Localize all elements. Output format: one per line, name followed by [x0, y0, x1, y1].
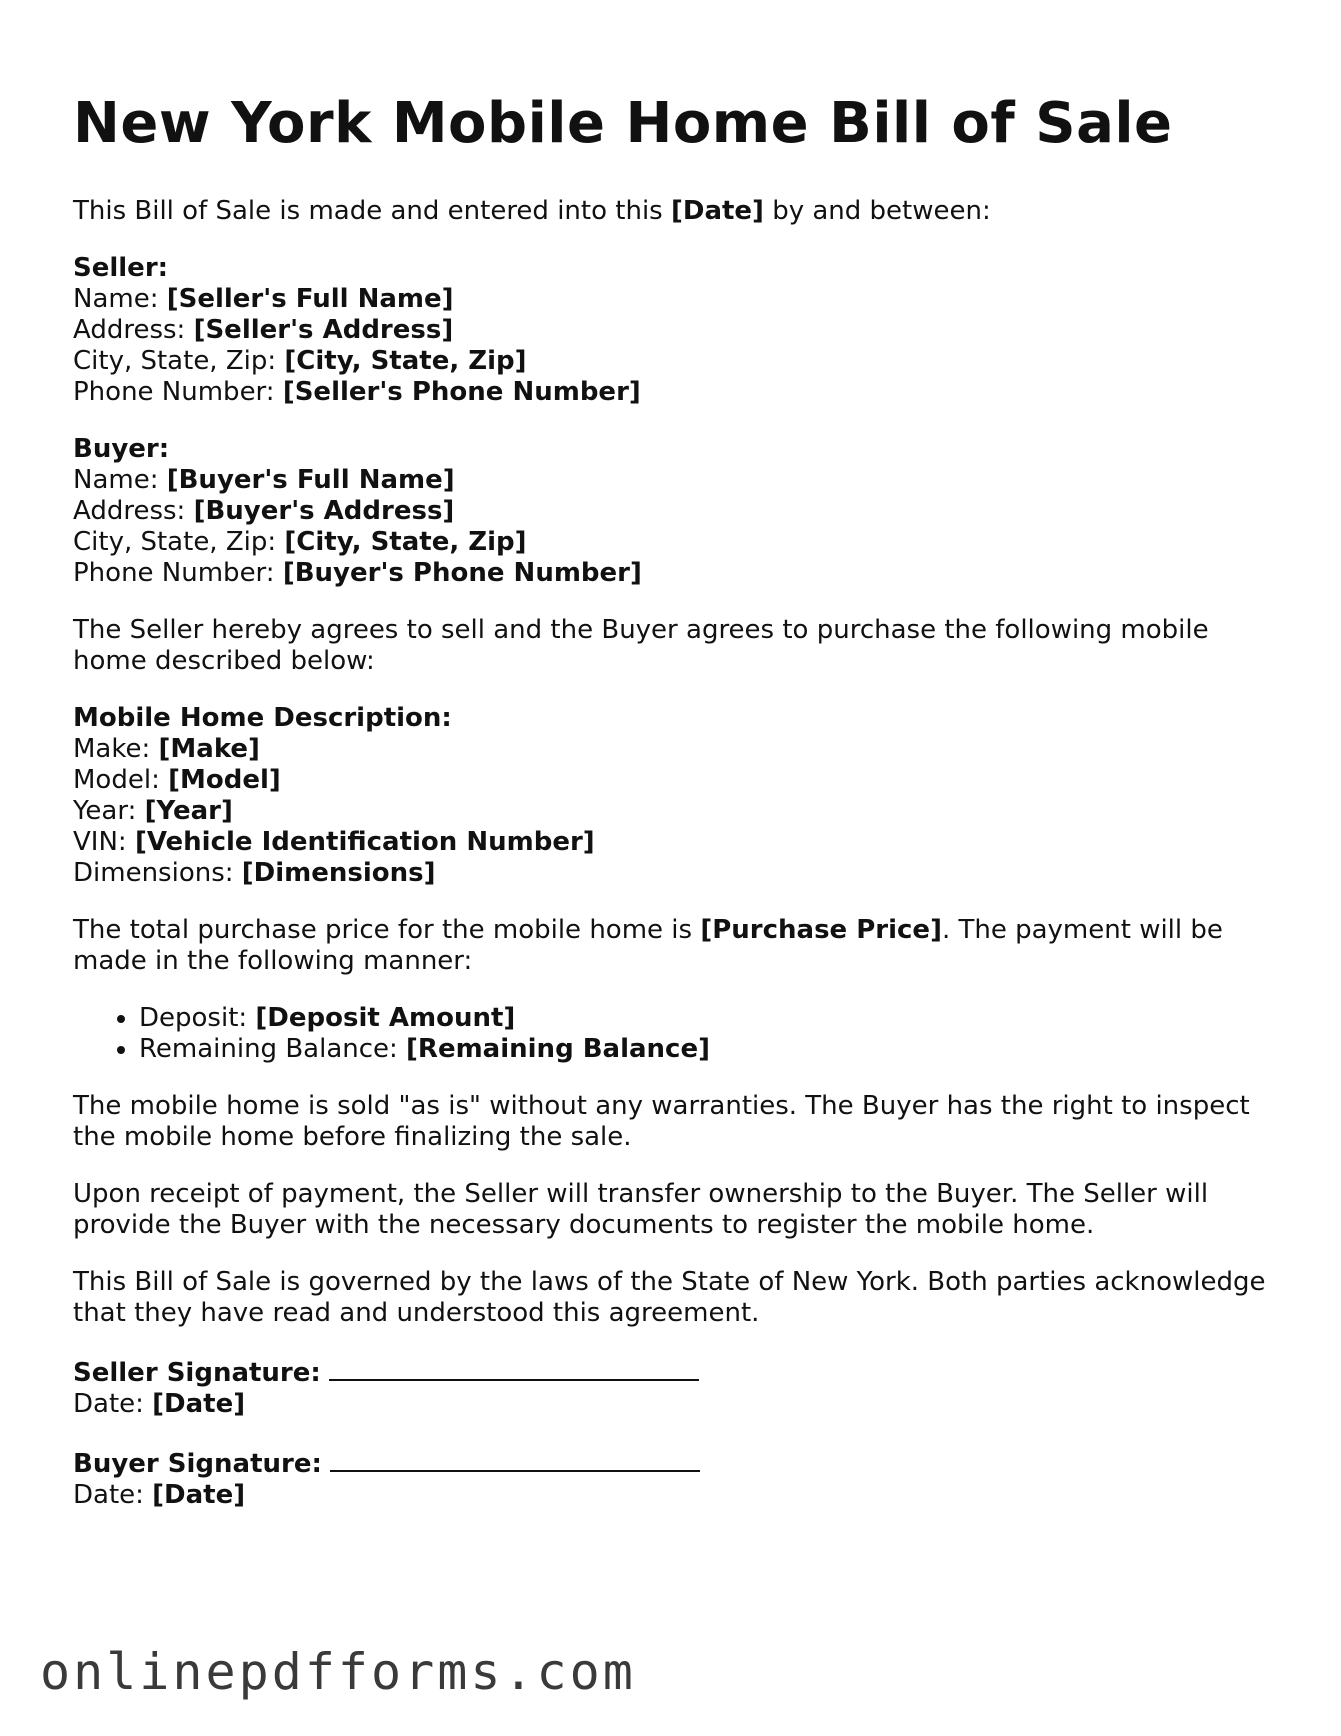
year-label: Year: [73, 796, 145, 826]
seller-name-label: Name: [73, 284, 167, 314]
buyer-address-label: Address: [73, 496, 194, 526]
buyer-date-label: Date: [73, 1480, 153, 1510]
seller-phone-label: Phone Number: [73, 377, 283, 407]
list-item [139, 1034, 1273, 1065]
watermark-text: onlinepdfforms.com [40, 1643, 636, 1701]
seller-address-label: Address: [73, 315, 194, 345]
intro-paragraph [73, 196, 1273, 227]
price-paragraph [73, 915, 1273, 977]
make-value: [Make] [158, 734, 260, 764]
seller-date-row [73, 1389, 1273, 1420]
description-heading: Mobile Home Description: [73, 703, 452, 733]
seller-section [73, 253, 1273, 408]
model-value: [Model] [168, 765, 281, 795]
seller-name-row [73, 284, 1273, 315]
year-row [73, 796, 1273, 827]
seller-date-value: [Date] [152, 1389, 246, 1419]
model-row [73, 765, 1273, 796]
buyer-phone-label: Phone Number: [73, 558, 283, 588]
make-row [73, 734, 1273, 765]
intro-text-end: by and between: [763, 196, 991, 226]
intro-date-placeholder: [Date] [670, 196, 764, 226]
purchase-price-placeholder: [Purchase Price] [700, 915, 942, 945]
seller-city-value: [City, State, Zip] [284, 346, 527, 376]
buyer-heading: Buyer: [73, 434, 170, 464]
buyer-section [73, 434, 1273, 589]
seller-city-row [73, 346, 1273, 377]
price-text-end: . The payment will be made in the following manner: [73, 915, 1223, 976]
transfer-paragraph: Upon receipt of payment, the Seller will transfer ownership to the Buyer. The Seller will provide the Buyer with the necessary documents to register the mobile home. [73, 1179, 1209, 1240]
seller-signature-label: Seller Signature: [73, 1358, 321, 1388]
year-value: [Year] [144, 796, 233, 826]
seller-name-value: [Seller's Full Name] [166, 284, 454, 314]
buyer-name-value: [Buyer's Full Name] [166, 465, 455, 495]
mobile-home-description-section [73, 703, 1273, 889]
as-is-paragraph: The mobile home is sold "as is" without any warranties. The Buyer has the right to inspect the mobile home before finalizing the sale. [73, 1091, 1250, 1152]
buyer-city-row [73, 527, 1273, 558]
seller-signature-row [73, 1355, 1273, 1389]
buyer-signature-label: Buyer Signature: [73, 1449, 322, 1479]
document-page [73, 88, 1273, 1537]
buyer-date-row [73, 1480, 1273, 1511]
buyer-city-value: [City, State, Zip] [284, 527, 527, 557]
seller-heading: Seller: [73, 253, 169, 283]
vin-row [73, 827, 1273, 858]
buyer-address-value: [Buyer's Address] [193, 496, 455, 526]
seller-address-row [73, 315, 1273, 346]
payment-list [73, 1003, 1273, 1065]
vin-value: [Vehicle Identification Number] [134, 827, 595, 857]
buyer-name-label: Name: [73, 465, 167, 495]
dimensions-label: Dimensions: [73, 858, 242, 888]
list-item [139, 1003, 1273, 1034]
buyer-signature-row [73, 1446, 1273, 1480]
seller-address-value: [Seller's Address] [193, 315, 454, 345]
buyer-phone-value: [Buyer's Phone Number] [282, 558, 642, 588]
buyer-phone-row [73, 558, 1273, 589]
agreement-paragraph: The Seller hereby agrees to sell and the Buyer agrees to purchase the following mobile home described below: [73, 615, 1209, 676]
dimensions-row [73, 858, 1273, 889]
intro-text: This Bill of Sale is made and entered into this [73, 196, 671, 226]
make-label: Make: [73, 734, 159, 764]
seller-signature-block [73, 1355, 1273, 1420]
document-title: New York Mobile Home Bill of Sale [73, 91, 1173, 156]
dimensions-value: [Dimensions] [241, 858, 436, 888]
model-label: Model: [73, 765, 169, 795]
buyer-name-row [73, 465, 1273, 496]
seller-city-label: City, State, Zip: [73, 346, 285, 376]
remaining-balance-value: [Remaining Balance] [406, 1034, 710, 1064]
buyer-city-label: City, State, Zip: [73, 527, 285, 557]
buyer-address-row [73, 496, 1273, 527]
seller-phone-row [73, 377, 1273, 408]
deposit-label: Deposit: [139, 1003, 256, 1033]
buyer-signature-block [73, 1446, 1273, 1511]
remaining-balance-label: Remaining Balance: [139, 1034, 407, 1064]
buyer-signature-line[interactable] [330, 1446, 700, 1472]
vin-label: VIN: [73, 827, 135, 857]
buyer-date-value: [Date] [152, 1480, 246, 1510]
deposit-value: [Deposit Amount] [255, 1003, 516, 1033]
governing-law-paragraph: This Bill of Sale is governed by the laws of the State of New York. Both parties acknowledge that they have read and understood this agreement. [73, 1267, 1266, 1328]
seller-phone-value: [Seller's Phone Number] [282, 377, 641, 407]
seller-signature-line[interactable] [329, 1355, 699, 1381]
price-text: The total purchase price for the mobile home is [73, 915, 701, 945]
seller-date-label: Date: [73, 1389, 153, 1419]
